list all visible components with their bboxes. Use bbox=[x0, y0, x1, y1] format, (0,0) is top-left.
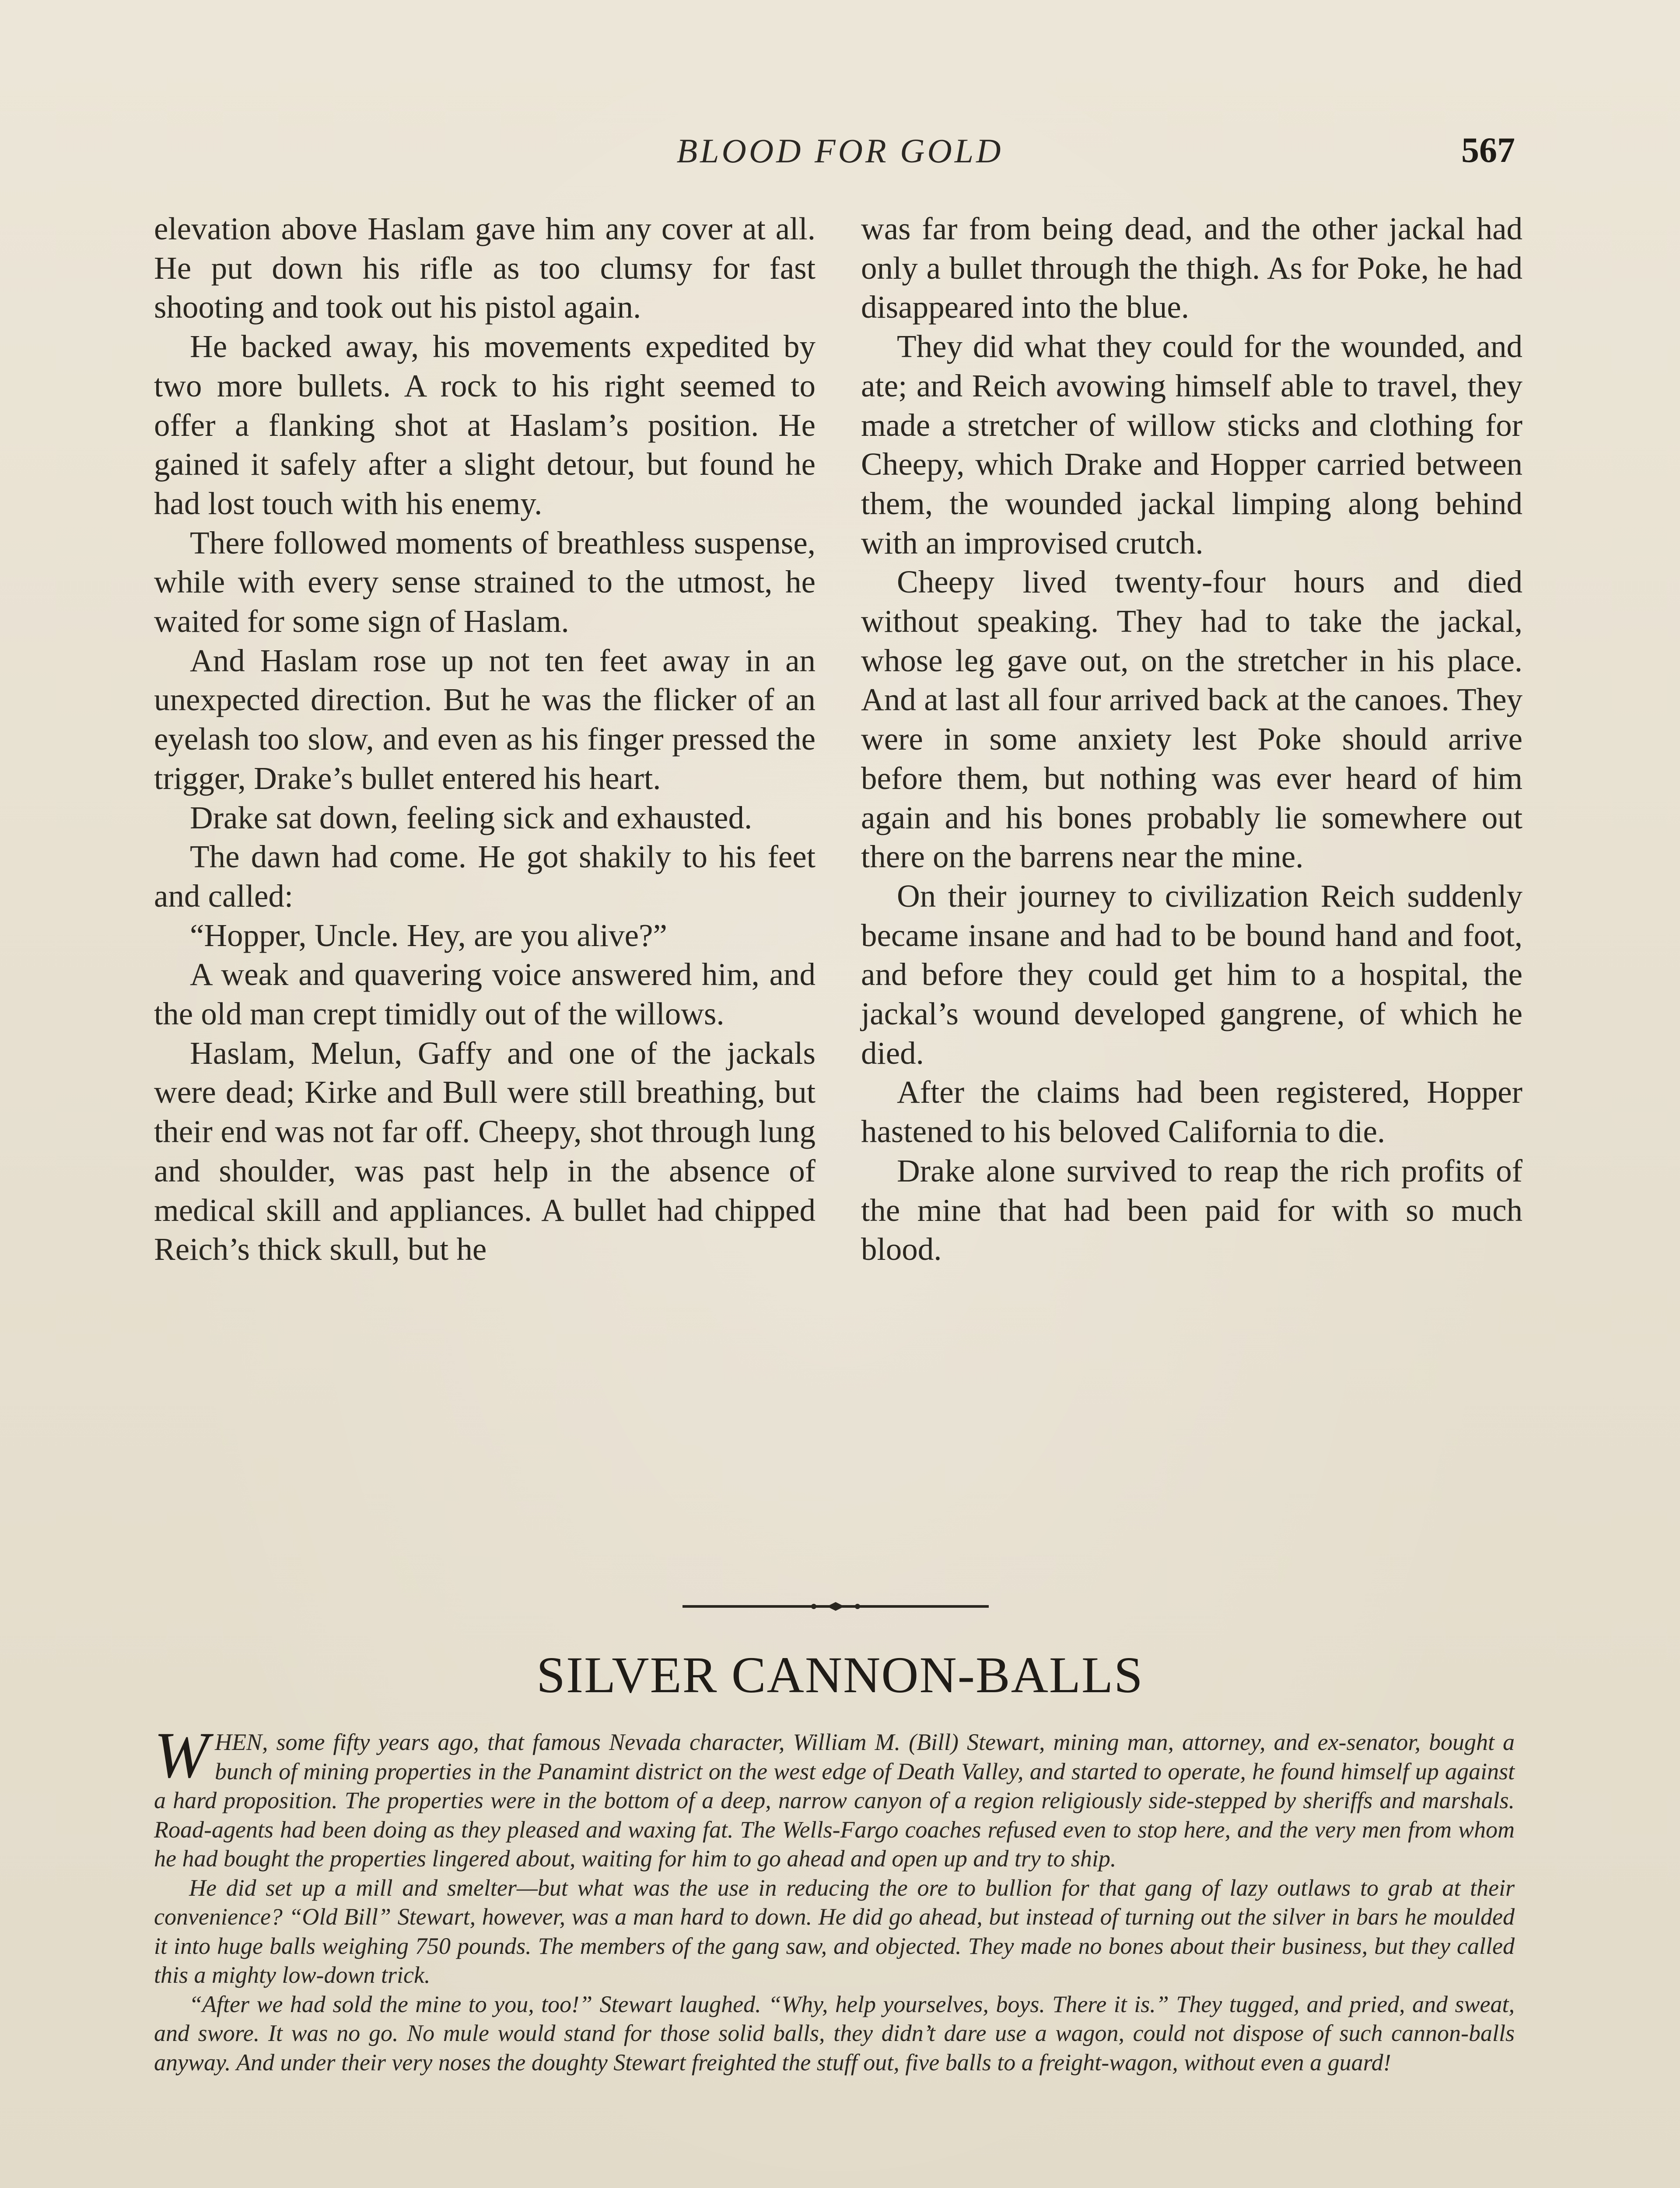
story-columns bbox=[154, 209, 1522, 1566]
article-body bbox=[154, 1719, 1515, 2077]
paragraph: “Hopper, Uncle. Hey, are you alive?” bbox=[190, 917, 667, 953]
right-column bbox=[861, 209, 1522, 1566]
paragraph: He did set up a mill and smelter—but what was the use in reducing the ore to bullion for that gang of lazy outlaws to grab at their convenience? “Old Bill” Stewart, however, was a man hard to down. He did go ahead, but instead of turning out the silver in bars he moulded it into huge balls weighing 750 pounds. The members of the gang saw, and objected. They made no bones about their business, but they called this a mighty low-down trick. bbox=[154, 1874, 1515, 1988]
left-column bbox=[154, 209, 816, 1566]
paragraph-text: HEN, some fifty years ago, that famous Nevada character, William M. (Bill) Stewart, mining man, attorney, and ex-senator, bought a bunch of mining properties in the Panamint district on the west edge of Death Valley, and started to operate, he found himself up against a hard proposition. The properties were in the bottom of a deep, narrow canyon of a region religiously side-stepped by sheriffs and marshals. Road-agents had been doing as they pleased and waxing fat. The Wells-Fargo coaches refused even to stop here, and the very men from whom he had bought the properties lingered about, waiting for him to go ahead and open up and try to ship. bbox=[154, 1729, 1515, 1872]
paragraph: was far from being dead, and the other jackal had only a bullet through the thigh. As for Poke, he had disappeared into the blue. bbox=[861, 211, 1522, 325]
paragraph: On their journey to civilization Reich suddenly became insane and had to be bound hand and foot, and before they could get him to a hospital, the jackal’s wound developed gangrene, of which he died. bbox=[861, 878, 1522, 1071]
paragraph: Cheepy lived twenty-four hours and died without speaking. They had to take the jackal, whose leg gave out, on the stretcher in his place. And at last all four arrived back at the canoes. They were in some anxiety lest Poke should arrive before them, but nothing was ever heard of him again and his bones probably lie somewhere out there on the barrens near the mine. bbox=[861, 564, 1522, 875]
paragraph: elevation above Haslam gave him any cover at all. He put down his rifle as too clumsy for fast shooting and took out his pistol again. bbox=[154, 211, 816, 325]
paragraph: There followed moments of breathless suspense, while with every sense strained to the utmost, he waited for some sign of Haslam. bbox=[154, 525, 816, 639]
paragraph: Haslam, Melun, Gaffy and one of the jackals were dead; Kirke and Bull were still breathing, but their end was not far off. Cheepy, shot through lung and shoulder, was past help in the absence of medical skill and appliances. A bullet had chipped Reich’s thick skull, but he bbox=[154, 1035, 816, 1267]
paragraph: After the claims had been registered, Hopper hastened to his beloved California to die. bbox=[861, 1074, 1522, 1150]
paragraph: They did what they could for the wounded, and ate; and Reich avowing himself able to travel, they made a stretcher of willow sticks and clothing for Cheepy, which Drake and Hopper carried between them, the wounded jackal limping along behind with an improvised crutch. bbox=[861, 329, 1522, 561]
article-title: SILVER CANNON-BALLS bbox=[536, 1646, 1144, 1704]
paragraph: And Haslam rose up not ten feet away in an unexpected direction. But he was the flicker of an eyelash too slow, and even as his finger pressed the trigger, Drake’s bullet entered his heart. bbox=[154, 642, 816, 796]
paragraph bbox=[154, 1719, 1515, 1873]
running-title: BLOOD FOR GOLD bbox=[676, 132, 1004, 170]
paragraph: The dawn had come. He got shakily to his feet and called: bbox=[154, 839, 816, 914]
drop-cap: W bbox=[154, 1719, 209, 1792]
paragraph: Drake sat down, feeling sick and exhausted. bbox=[190, 799, 752, 835]
page-number: 567 bbox=[1461, 130, 1515, 170]
section-divider-rule bbox=[682, 1599, 989, 1617]
paragraph: He backed away, his movements expedited by two more bullets. A rock to his right seemed to offer a flanking shot at Haslam’s position. He gained it safely after a slight detour, but found he had lost touch with his enemy. bbox=[154, 329, 816, 521]
paragraph: “After we had sold the mine to you, too!” Stewart laughed. “Why, help yourselves, boys. There it is.” They tugged, and pried, and sweat, and swore. It was no go. No mule would stand for those solid balls, they didn’t dare use a wagon, could not dispose of such cannon-balls anyway. And under their very noses the doughty Stewart freighted the stuff out, five balls to a freight-wagon, without even a guard! bbox=[154, 1991, 1515, 2076]
paragraph: A weak and quavering voice answered him, and the old man crept timidly out of the willows. bbox=[154, 957, 816, 1032]
paragraph: Drake alone survived to reap the rich profits of the mine that had been paid for with so much blood. bbox=[861, 1153, 1522, 1267]
